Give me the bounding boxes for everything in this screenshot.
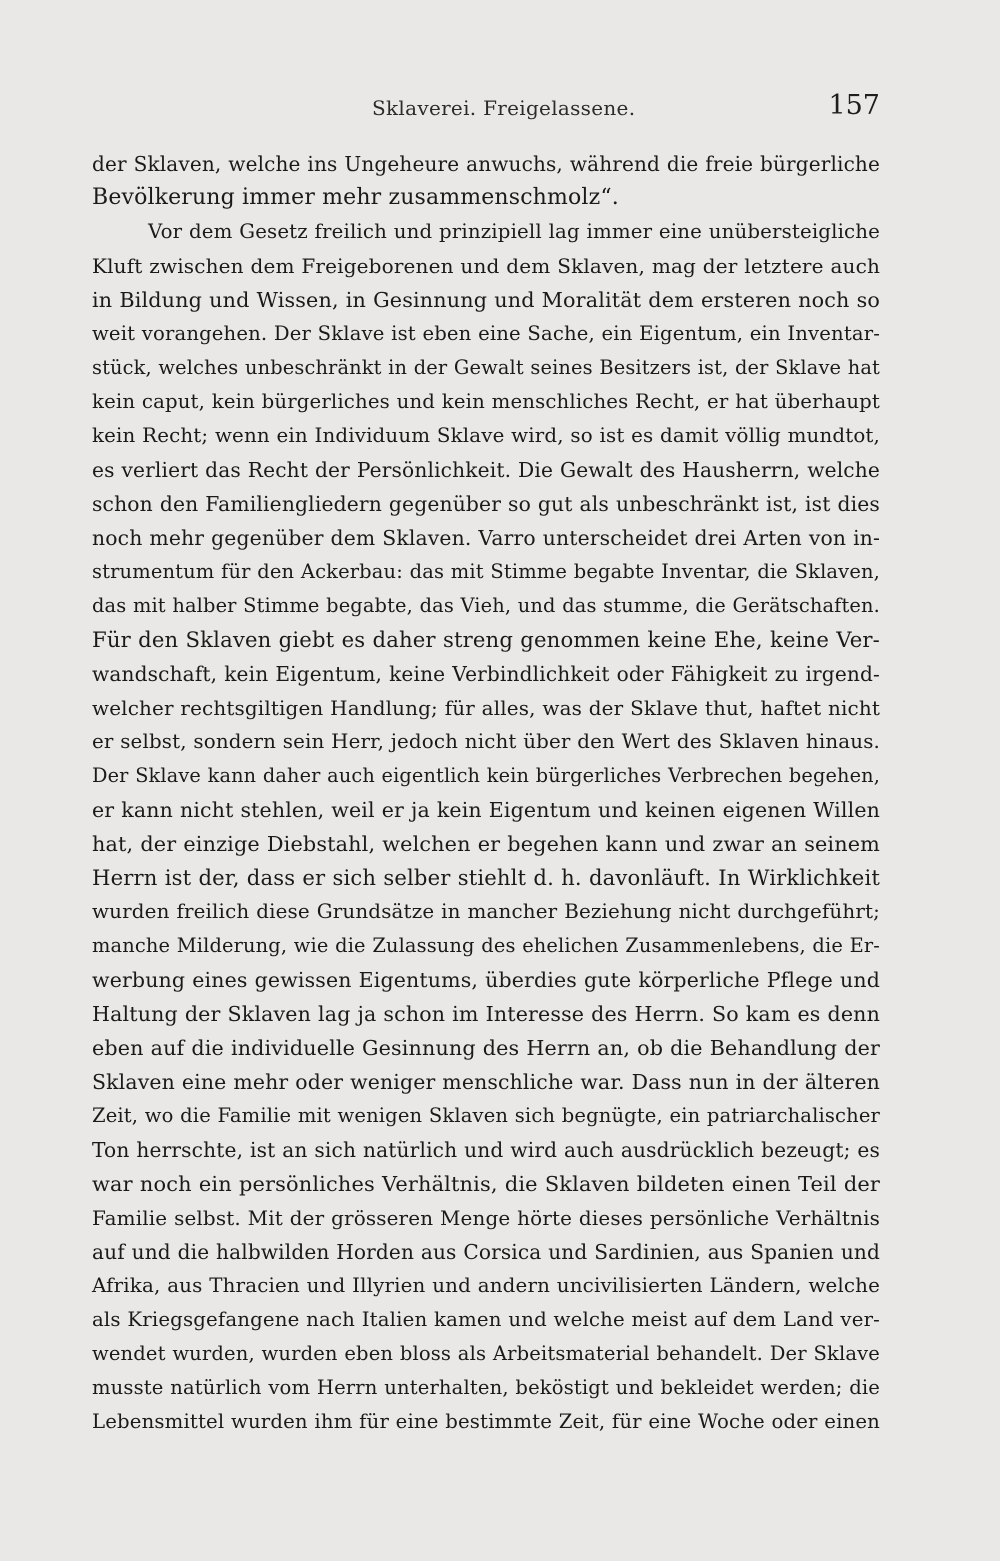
text-line: welcher rechtsgiltigen Handlung; für alles, was der Sklave thut, haftet nicht (92, 696, 880, 720)
text-line: noch mehr gegenüber dem Sklaven. Varro unterscheidet drei Arten von in- (92, 526, 880, 550)
text-line: Vor dem Gesetz freilich und prinzipiell lag immer eine unübersteigliche (148, 220, 880, 243)
text-line: hat, der einzige Diebstahl, welchen er begehen kann und zwar an seinem (92, 832, 880, 856)
text-line: eben auf die individuelle Gesinnung des Herrn an, ob die Behandlung der (92, 1036, 880, 1060)
text-line: war noch ein persönliches Verhältnis, die Sklaven bildeten einen Teil der (92, 1172, 880, 1196)
text-line: kein caput, kein bürgerliches und kein menschliches Recht, er hat überhaupt (92, 390, 880, 413)
text-line: Lebensmittel wurden ihm für eine bestimmte Zeit, für eine Woche oder einen (92, 1410, 880, 1433)
text-line: manche Milderung, wie die Zulassung des ehelichen Zusammenlebens, die Er- (92, 934, 880, 957)
text-line: er selbst, sondern sein Herr, jedoch nicht über den Wert des Sklaven hinaus. (92, 730, 880, 753)
text-line: stück, welches unbeschränkt in der Gewalt seines Besitzers ist, der Sklave hat (92, 356, 880, 379)
text-line: wendet wurden, wurden eben bloss als Arbeitsmaterial behandelt. Der Sklave (92, 1342, 880, 1365)
running-title: Sklaverei. Freigelassene. (372, 96, 636, 120)
text-line: Familie selbst. Mit der grösseren Menge hörte dieses persönliche Verhältnis (92, 1206, 880, 1230)
text-line: der Sklaven, welche ins Ungeheure anwuchs, während die freie bürgerliche (92, 152, 880, 176)
text-line: werbung eines gewissen Eigentums, überdies gute körperliche Pflege und (92, 968, 880, 992)
text-line: das mit halber Stimme begabte, das Vieh, und das stumme, die Gerätschaften. (92, 594, 880, 617)
text-line: schon den Familiengliedern gegenüber so gut als unbeschränkt ist, ist dies (92, 492, 880, 516)
text-line: musste natürlich vom Herrn unterhalten, beköstigt und bekleidet werden; die (92, 1376, 880, 1399)
text-line: Sklaven eine mehr oder weniger menschliche war. Dass nun in der älteren (92, 1070, 880, 1094)
text-line: er kann nicht stehlen, weil er ja kein Eigentum und keinen eigenen Willen (92, 798, 880, 822)
page-number: 157 (828, 90, 880, 121)
text-line: es verliert das Recht der Persönlichkeit. Die Gewalt des Hausherrn, welche (92, 458, 880, 482)
text-line: Kluft zwischen dem Freigeborenen und dem Sklaven, mag der letztere auch (92, 254, 880, 278)
text-line: Herrn ist der, dass er sich selber stiehlt d. h. davonläuft. In Wirklichkeit (92, 865, 880, 890)
text-line: weit vorangehen. Der Sklave ist eben eine Sache, ein Eigentum, ein Inventar- (92, 322, 880, 345)
text-line: als Kriegsgefangene nach Italien kamen und welche meist auf dem Land ver- (92, 1308, 880, 1331)
text-line: Haltung der Sklaven lag ja schon im Interesse des Herrn. So kam es denn (92, 1002, 880, 1026)
text-line: wurden freilich diese Grundsätze in mancher Beziehung nicht durchgeführt; (92, 900, 880, 923)
text-line: strumentum für den Ackerbau: das mit Stimme begabte Inventar, die Sklaven, (92, 560, 880, 583)
text-line: auf und die halbwilden Horden aus Corsica und Sardinien, aus Spanien und (92, 1240, 880, 1264)
text-line: Ton herrschte, ist an sich natürlich und wird auch ausdrücklich bezeugt; es (92, 1138, 880, 1162)
text-line: Der Sklave kann daher auch eigentlich kein bürgerliches Verbrechen begehen, (92, 764, 880, 787)
text-line: Für den Sklaven giebt es daher streng genommen keine Ehe, keine Ver- (92, 627, 880, 652)
body-text (92, 147, 880, 1439)
text-line: wandschaft, kein Eigentum, keine Verbindlichkeit oder Fähigkeit zu irgend- (92, 662, 880, 686)
running-head (92, 88, 880, 128)
text-line: kein Recht; wenn ein Individuum Sklave wird, so ist es damit völlig mundtot, (92, 424, 880, 447)
text-line: Zeit, wo die Familie mit wenigen Sklaven sich begnügte, ein patriarchalischer (92, 1104, 880, 1127)
text-line: in Bildung und Wissen, in Gesinnung und Moralität dem ersteren noch so (92, 288, 880, 312)
text-line: Afrika, aus Thracien und Illyrien und andern uncivilisierten Ländern, welche (92, 1274, 880, 1297)
text-line: Bevölkerung immer mehr zusammenschmolz“. (92, 185, 619, 210)
